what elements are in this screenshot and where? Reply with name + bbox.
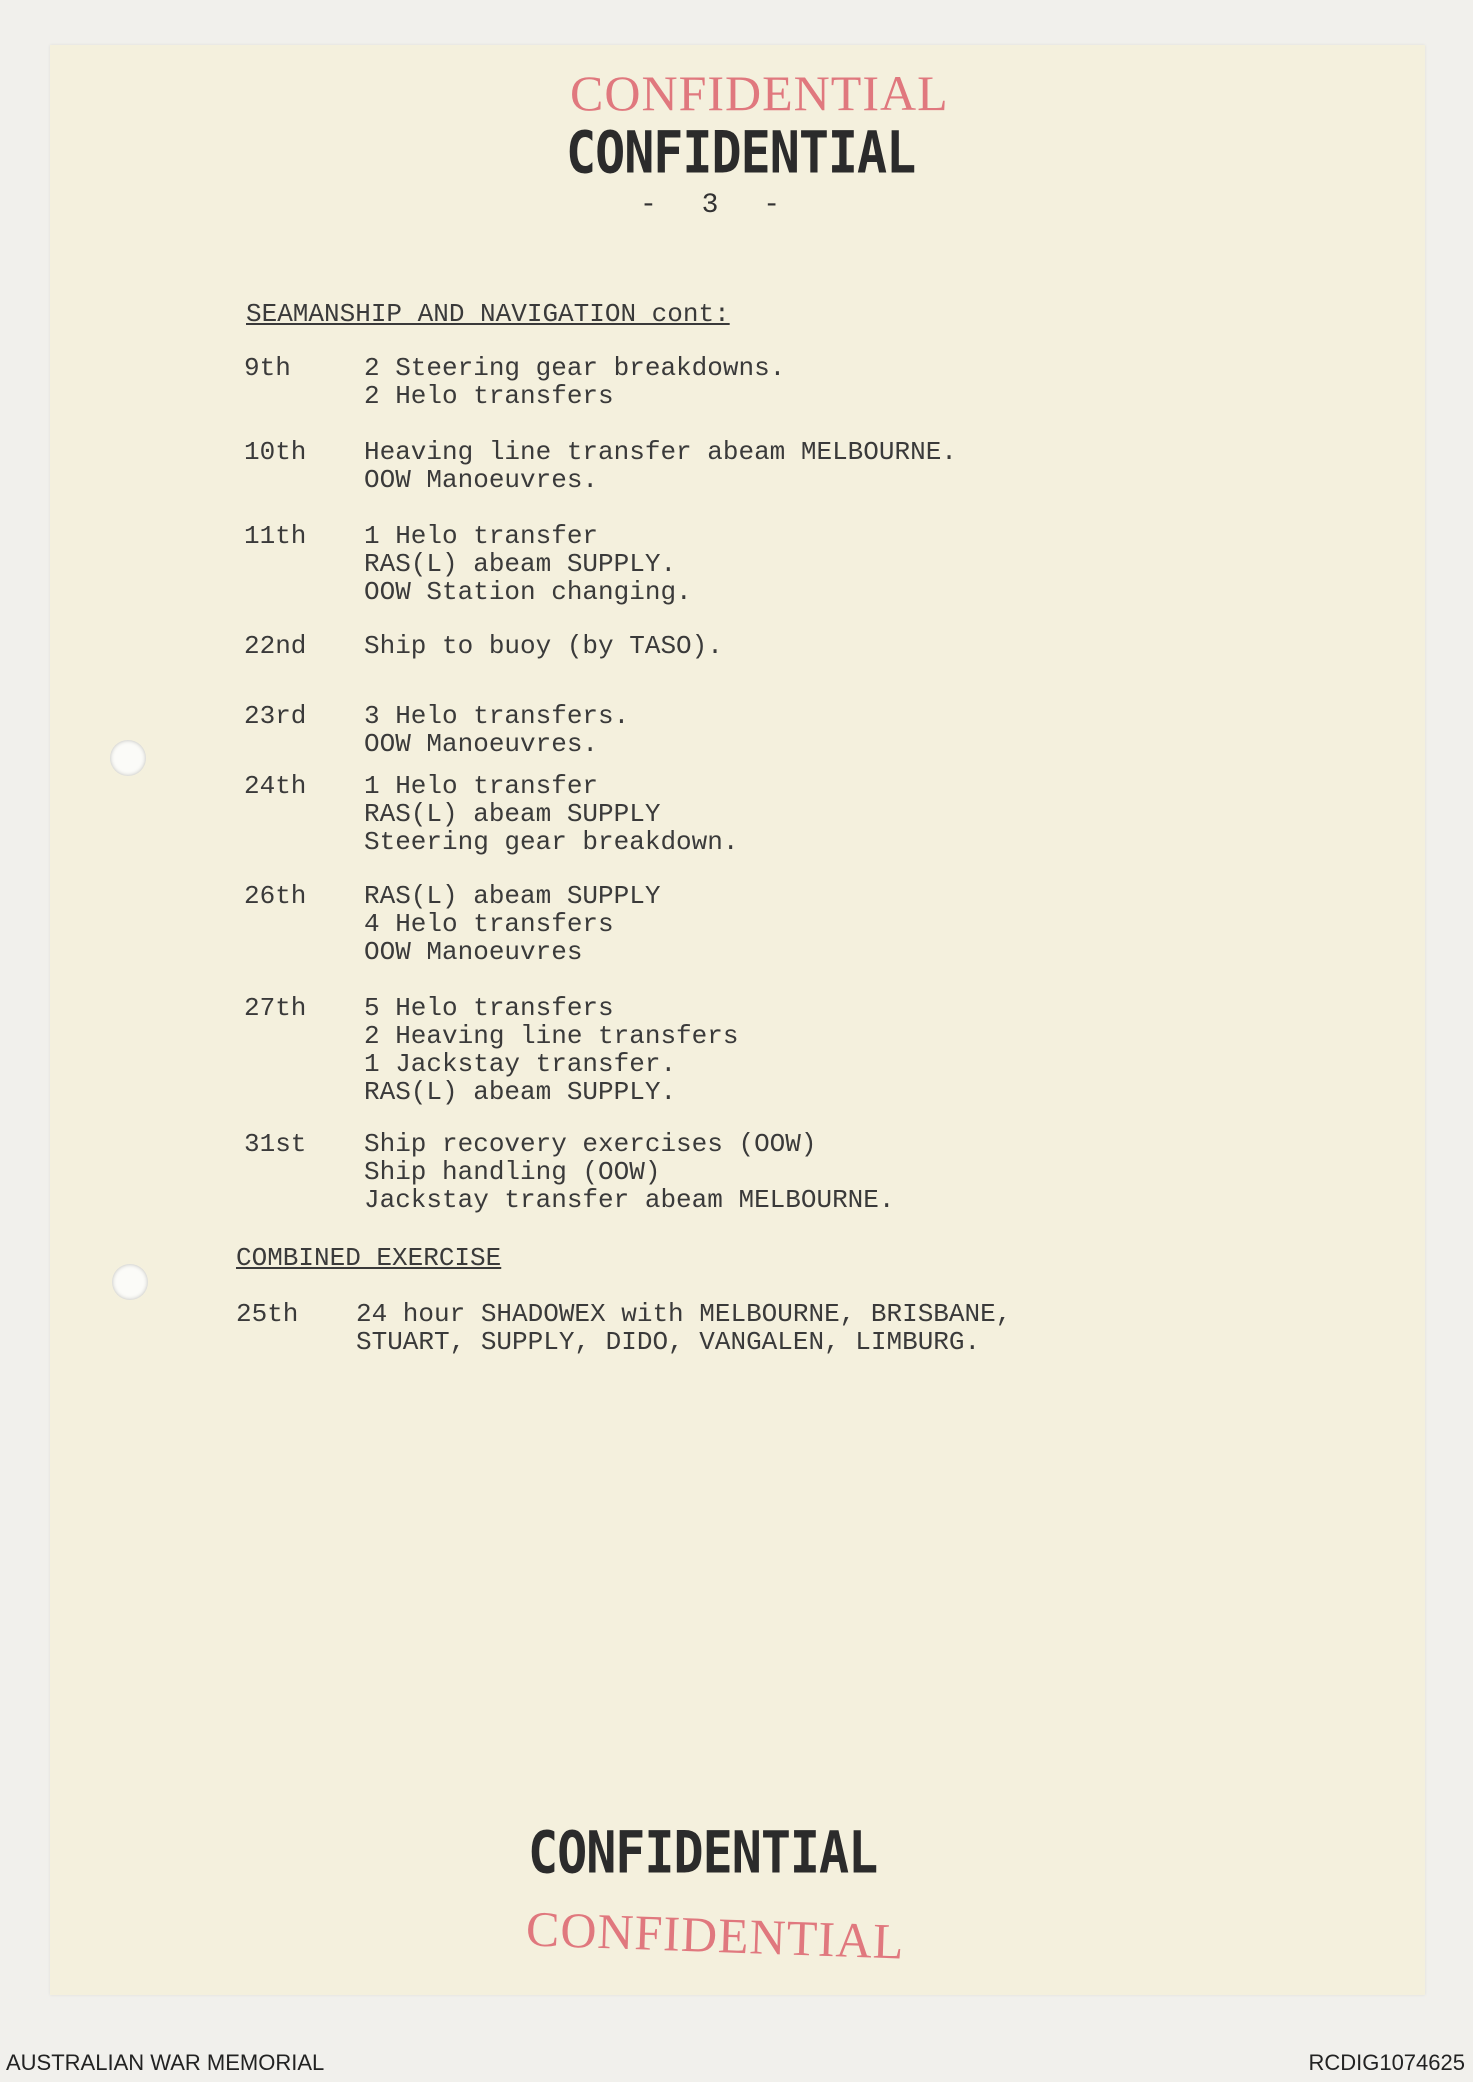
punch-hole-upper <box>110 740 146 776</box>
entry-line: Ship handling (OOW) <box>364 1157 661 1187</box>
page-number: - 3 - <box>639 190 794 221</box>
entry-date: 26th <box>244 881 307 911</box>
entry-line: 2 Steering gear breakdowns. <box>364 353 786 383</box>
entry-line: 1 Helo transfer <box>364 771 599 801</box>
entry-lines <box>364 522 1264 606</box>
entry-line: OOW Station changing. <box>364 577 692 607</box>
entry-date: 10th <box>244 437 307 467</box>
entry-lines <box>364 438 1264 494</box>
entry-lines <box>364 1130 1264 1214</box>
entry-date: 27th <box>244 993 307 1023</box>
entry-date: 23rd <box>244 701 307 731</box>
entry-line: Steering gear breakdown. <box>364 827 739 857</box>
entry-lines <box>356 1300 1256 1356</box>
entry-line: 2 Heaving line transfers <box>364 1021 739 1051</box>
entry-line: RAS(L) abeam SUPPLY <box>364 881 661 911</box>
entry-date: 31st <box>244 1129 307 1159</box>
entry-line: 1 Jackstay transfer. <box>364 1049 677 1079</box>
entry-lines <box>364 772 1264 856</box>
punch-hole-lower <box>112 1264 148 1300</box>
entry-line: RAS(L) abeam SUPPLY. <box>364 1077 677 1107</box>
entry-line: OOW Manoeuvres. <box>364 465 599 495</box>
entry-date: 24th <box>244 771 307 801</box>
entry-line: STUART, SUPPLY, DIDO, VANGALEN, LIMBURG. <box>356 1327 981 1357</box>
entry-date: 9th <box>244 353 291 383</box>
entry-lines <box>364 702 1264 758</box>
confidential-stamp-top-black: CONFIDENTIAL <box>566 119 916 187</box>
entry-line: Ship to buoy (by TASO). <box>364 631 723 661</box>
entry-line: OOW Manoeuvres <box>364 937 583 967</box>
entry-line: Heaving line transfer abeam MELBOURNE. <box>364 437 957 467</box>
entry-date: 11th <box>244 521 307 551</box>
entry-lines <box>364 354 1264 410</box>
entry-line: RAS(L) abeam SUPPLY. <box>364 549 677 579</box>
entry-lines <box>364 882 1264 966</box>
entry-line: 5 Helo transfers <box>364 993 614 1023</box>
confidential-stamp-bottom-black: CONFIDENTIAL <box>528 1819 878 1887</box>
entry-line: 3 Helo transfers. <box>364 701 630 731</box>
combined-exercise-heading: COMBINED EXERCISE <box>236 1243 502 1273</box>
entry-line: 4 Helo transfers <box>364 909 614 939</box>
entry-line: Ship recovery exercises (OOW) <box>364 1129 817 1159</box>
entry-line: 24 hour SHADOWEX with MELBOURNE, BRISBANE, <box>356 1299 1012 1329</box>
entry-lines <box>364 632 1264 660</box>
footer-record-id: RCDIG1074625 <box>1308 2050 1465 2075</box>
entry-lines <box>364 994 1264 1106</box>
entry-line: OOW Manoeuvres. <box>364 729 599 759</box>
entry-line: Jackstay transfer abeam MELBOURNE. <box>364 1185 895 1215</box>
section-heading: SEAMANSHIP AND NAVIGATION cont: <box>246 299 730 329</box>
entry-date: 25th <box>236 1299 299 1329</box>
entry-line: 2 Helo transfers <box>364 381 614 411</box>
confidential-stamp-bottom-red: CONFIDENTIAL <box>525 1900 906 1970</box>
entry-date: 22nd <box>244 631 307 661</box>
confidential-stamp-top-red: CONFIDENTIAL <box>570 65 949 121</box>
footer-institution: AUSTRALIAN WAR MEMORIAL <box>6 2050 325 2075</box>
entry-line: 1 Helo transfer <box>364 521 599 551</box>
entry-line: RAS(L) abeam SUPPLY <box>364 799 661 829</box>
